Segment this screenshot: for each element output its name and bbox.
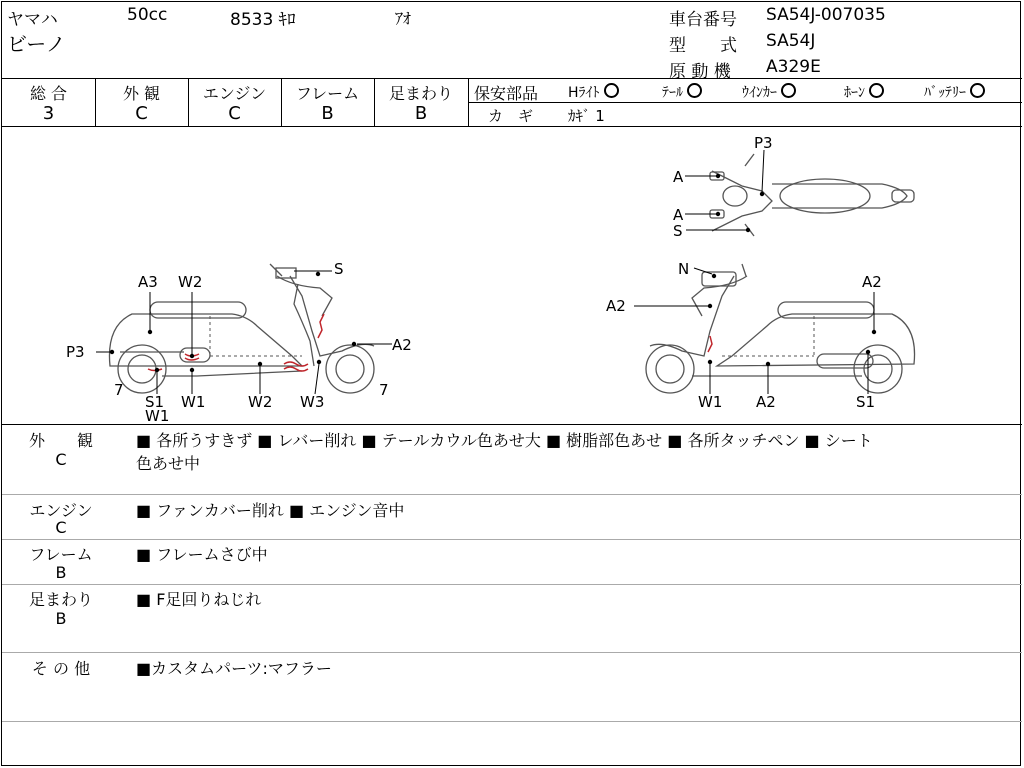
remark-exterior-line1: ■ 各所うすきず ■ レバー削れ ■ テールカウル色あせ大 ■ 樹脂部色あせ ■ 各所タッチペン ■ シート: [136, 431, 873, 450]
label-p3: P3: [66, 343, 85, 361]
remark-frame-grade: B: [55, 563, 67, 582]
divider: [468, 78, 469, 126]
label-right-s1: S1: [856, 393, 876, 411]
ok-circle-icon: [781, 83, 796, 98]
grade-suspension-label: 足まわり: [388, 84, 453, 103]
remark-suspension-grade: B: [55, 609, 67, 628]
key-value: ｶｷﾞ 1: [568, 107, 605, 125]
grade-suspension-value: B: [414, 103, 428, 124]
label-top-a1: A: [673, 168, 684, 186]
label-w1: W1: [181, 393, 206, 411]
remark-suspension-label: 足まわり: [28, 590, 93, 609]
remark-exterior-grade: C: [55, 450, 67, 469]
condition-diagram: [2, 126, 1022, 426]
ok-circle-icon: [687, 83, 702, 98]
label-top-p3: P3: [754, 134, 773, 152]
safety-item-tail: ﾃｰﾙ: [662, 82, 702, 102]
label-top-a2: A: [673, 206, 684, 224]
type-label: 型 式: [669, 36, 737, 56]
label-a3: A3: [138, 273, 158, 291]
divider: [2, 652, 1022, 653]
label-7-right: 7: [379, 381, 389, 399]
label-s-top: S: [334, 260, 344, 278]
remark-other-line1: ■カスタムパーツ:マフラー: [136, 659, 332, 678]
label-right-w1: W1: [698, 393, 723, 411]
engine-value: A329E: [766, 57, 821, 77]
engine-label: 原 動 機: [669, 62, 731, 82]
divider: [468, 102, 1022, 103]
maker: ヤマハ: [7, 10, 58, 30]
remark-exterior-label: 外 観: [28, 431, 93, 450]
divider: [2, 424, 1022, 425]
divider: [2, 721, 1022, 722]
remark-suspension-line1: ■ F足回りねじれ: [136, 590, 262, 609]
ok-circle-icon: [869, 83, 884, 98]
label-a2: A2: [392, 336, 412, 354]
scooter-top-view: [710, 154, 914, 236]
label-top-s: S: [673, 222, 683, 240]
grade-frame-label: フレーム: [295, 84, 360, 103]
remark-exterior-line2: 色あせ中: [136, 454, 201, 473]
frame-no: SA54J-007035: [766, 5, 886, 25]
remark-engine-label: エンジン: [29, 501, 93, 520]
displacement: 50cc: [127, 5, 168, 25]
label-w1-under: W1: [145, 407, 170, 425]
remark-frame-label: フレーム: [29, 545, 93, 564]
safety-item-winker: ｳｲﾝｶｰ: [742, 82, 796, 102]
grade-exterior-value: C: [135, 103, 148, 124]
label-w3: W3: [300, 393, 325, 411]
grade-engine-label: エンジン: [202, 84, 267, 103]
label-right-n: N: [678, 260, 690, 278]
safety-label: 保安部品: [474, 84, 539, 103]
remark-engine-line1: ■ ファンカバー削れ ■ エンジン音中: [136, 501, 405, 520]
body-color: ｱｵ: [395, 9, 412, 28]
label-w2-top: W2: [178, 273, 203, 291]
grade-frame-value: B: [321, 103, 334, 124]
grade-exterior-label: 外 観: [122, 84, 161, 103]
remark-other-label: そ の 他: [31, 659, 91, 678]
label-w2: W2: [248, 393, 273, 411]
grade-engine-value: C: [228, 103, 241, 124]
divider: [2, 539, 1022, 540]
grade-overall-label: 総 合: [29, 84, 68, 103]
divider: [2, 494, 1022, 495]
remark-frame-line1: ■ フレームさび中: [136, 545, 268, 564]
remark-engine-grade: C: [55, 518, 67, 537]
ok-circle-icon: [970, 83, 985, 98]
label-right-a2-top: A2: [862, 273, 882, 291]
divider: [2, 584, 1022, 585]
model-name: ビーノ: [7, 32, 66, 56]
label-7-left: 7: [114, 381, 124, 399]
safety-item-horn: ﾎｰﾝ: [844, 82, 884, 102]
frame-no-label: 車台番号: [669, 10, 737, 30]
grade-overall-value: 3: [42, 103, 55, 124]
key-label: カ ギ: [488, 107, 534, 125]
type-value: SA54J: [766, 31, 816, 51]
divider: [2, 78, 1022, 79]
label-right-a2-left: A2: [606, 297, 626, 315]
label-right-a2-bottom: A2: [756, 393, 776, 411]
ok-circle-icon: [604, 83, 619, 98]
safety-item-headlight: Hﾗｲﾄ: [568, 82, 619, 102]
inspection-sheet: [1, 1, 1021, 766]
mileage: 8533 ｷﾛ: [230, 10, 296, 30]
label-s1: S1: [145, 393, 165, 411]
safety-item-battery: ﾊﾞｯﾃﾘｰ: [924, 82, 985, 102]
